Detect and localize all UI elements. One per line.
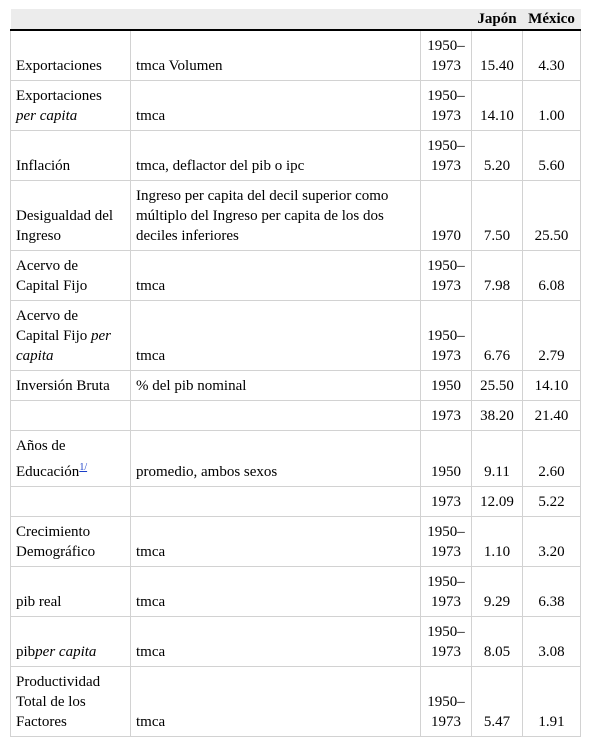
- definition-cell: tmca: [131, 667, 421, 737]
- japan-value: 38.20: [472, 401, 523, 431]
- mexico-value: 25.50: [523, 181, 581, 251]
- mexico-value: 6.38: [523, 567, 581, 617]
- japan-value: 9.29: [472, 567, 523, 617]
- definition-cell: tmca: [131, 517, 421, 567]
- mexico-value: 1.91: [523, 667, 581, 737]
- indicator-cell: [11, 487, 131, 517]
- table-row: [11, 30, 581, 81]
- japan-value: 6.76: [472, 301, 523, 371]
- header-mexico: México: [523, 9, 581, 30]
- period-cell: 1973: [421, 487, 472, 517]
- header-japan: Japón: [472, 9, 523, 30]
- definition-cell: tmca: [131, 301, 421, 371]
- japan-value: 7.50: [472, 181, 523, 251]
- indicator-cell: Acervo de Capital Fijo: [11, 251, 131, 301]
- table-row: [11, 617, 581, 667]
- mexico-value: 3.08: [523, 617, 581, 667]
- period-cell: 1950– 1973: [421, 131, 472, 181]
- indicator-cell: pib real: [11, 567, 131, 617]
- mexico-value: 6.08: [523, 251, 581, 301]
- indicator-cell: Inversión Bruta: [11, 371, 131, 401]
- footnote-link[interactable]: 1/: [79, 462, 88, 473]
- mexico-value: 5.22: [523, 487, 581, 517]
- japan-value: 1.10: [472, 517, 523, 567]
- japan-value: 14.10: [472, 81, 523, 131]
- header-indicator: [11, 9, 131, 30]
- header-definition: [131, 9, 421, 30]
- definition-cell: tmca: [131, 617, 421, 667]
- mexico-value: 4.30: [523, 30, 581, 81]
- japan-value: 5.47: [472, 667, 523, 737]
- period-cell: 1950– 1973: [421, 517, 472, 567]
- period-cell: 1970: [421, 181, 472, 251]
- indicator-cell: Inflación: [11, 131, 131, 181]
- mexico-value: 2.79: [523, 301, 581, 371]
- period-cell: 1950– 1973: [421, 30, 472, 81]
- definition-cell: [131, 487, 421, 517]
- comparison-table-container: [10, 9, 580, 737]
- table-row: [11, 431, 581, 487]
- definition-cell: tmca, deflactor del pib o ipc: [131, 131, 421, 181]
- table-row: [11, 251, 581, 301]
- table-row: [11, 301, 581, 371]
- table-row: [11, 487, 581, 517]
- definition-cell: [131, 401, 421, 431]
- table-row: [11, 667, 581, 737]
- period-cell: 1950– 1973: [421, 667, 472, 737]
- japan-value: 25.50: [472, 371, 523, 401]
- mexico-value: 1.00: [523, 81, 581, 131]
- table-row: [11, 371, 581, 401]
- definition-cell: tmca Volumen: [131, 30, 421, 81]
- table-row: [11, 567, 581, 617]
- indicator-cell: Años de Educación$^{1/}$: [11, 431, 131, 487]
- mexico-value: 2.60: [523, 431, 581, 487]
- mexico-value: 3.20: [523, 517, 581, 567]
- table-row: [11, 81, 581, 131]
- table-header-row: [11, 9, 581, 30]
- table-row: [11, 517, 581, 567]
- definition-cell: promedio, ambos sexos: [131, 431, 421, 487]
- japan-value: 8.05: [472, 617, 523, 667]
- period-cell: 1950: [421, 371, 472, 401]
- definition-cell: % del pib nominal: [131, 371, 421, 401]
- table-row: [11, 181, 581, 251]
- table-row: [11, 131, 581, 181]
- period-cell: 1950: [421, 431, 472, 487]
- japan-value: 7.98: [472, 251, 523, 301]
- definition-cell: Ingreso per capita del decil superior como múltiplo del Ingreso per capita de los dos deciles inferiores: [131, 181, 421, 251]
- period-cell: 1973: [421, 401, 472, 431]
- japan-value: 12.09: [472, 487, 523, 517]
- period-cell: 1950– 1973: [421, 567, 472, 617]
- comparison-table: [10, 9, 581, 737]
- japan-value: 9.11: [472, 431, 523, 487]
- indicator-cell: Crecimiento Demográfico: [11, 517, 131, 567]
- definition-cell: tmca: [131, 81, 421, 131]
- definition-cell: tmca: [131, 567, 421, 617]
- indicator-cell: [11, 401, 131, 431]
- table-row: [11, 401, 581, 431]
- period-cell: 1950– 1973: [421, 617, 472, 667]
- header-period: [421, 9, 472, 30]
- indicator-cell: Exportaciones: [11, 30, 131, 81]
- mexico-value: 5.60: [523, 131, 581, 181]
- period-cell: 1950– 1973: [421, 301, 472, 371]
- indicator-cell: Productividad Total de los Factores: [11, 667, 131, 737]
- indicator-cell: pibper capita: [11, 617, 131, 667]
- mexico-value: 14.10: [523, 371, 581, 401]
- japan-value: 15.40: [472, 30, 523, 81]
- indicator-cell: Desigualdad del Ingreso: [11, 181, 131, 251]
- mexico-value: 21.40: [523, 401, 581, 431]
- japan-value: 5.20: [472, 131, 523, 181]
- definition-cell: tmca: [131, 251, 421, 301]
- indicator-cell: Acervo de Capital Fijo per capita: [11, 301, 131, 371]
- period-cell: 1950– 1973: [421, 81, 472, 131]
- period-cell: 1950– 1973: [421, 251, 472, 301]
- indicator-cell: Exportaciones per capita: [11, 81, 131, 131]
